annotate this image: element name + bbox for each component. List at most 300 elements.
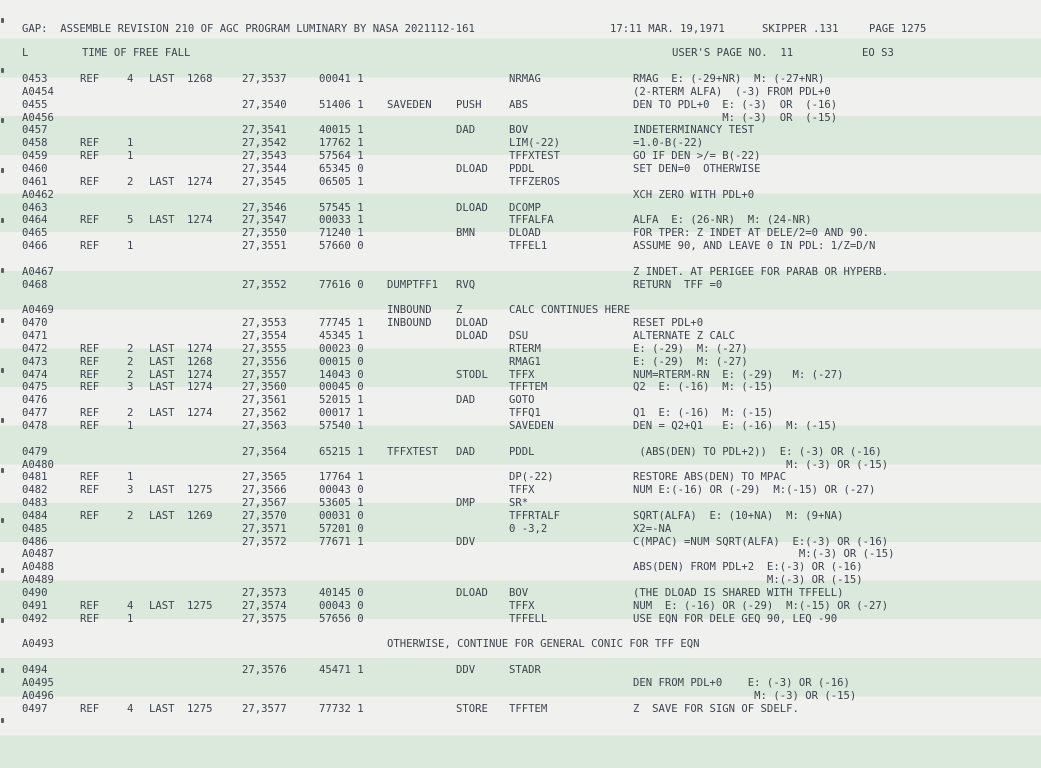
listing-row xyxy=(0,626,1041,639)
listing-row xyxy=(0,497,1041,510)
comment: DEN FROM PDL+0 E: (-3) OR (-16) xyxy=(633,676,850,689)
label: DUMPTFF1 xyxy=(387,278,439,291)
octal-word: 57540 1 xyxy=(319,419,364,432)
comment: (THE DLOAD IS SHARED WITH TFFELL) xyxy=(633,587,844,599)
line-number: 0460 xyxy=(22,162,48,175)
listing-row xyxy=(0,446,1041,459)
octal-word: 71240 1 xyxy=(319,227,364,240)
section-letter: L xyxy=(22,47,29,59)
octal-word: 45471 1 xyxy=(319,664,364,677)
listing-row xyxy=(0,523,1041,536)
ref-keyword: REF xyxy=(80,484,100,497)
ref-count: 2 xyxy=(127,355,134,368)
octal-word: 57201 0 xyxy=(319,522,364,535)
comment: M: (-3) OR (-15) xyxy=(633,111,838,124)
operand: TFFZEROS xyxy=(509,175,561,188)
opcode: DDV xyxy=(456,664,476,677)
ref-count: 1 xyxy=(127,471,134,484)
ref-keyword: REF xyxy=(80,471,100,484)
comment: RETURN TFF =0 xyxy=(633,278,723,291)
comment: E: (-29) M: (-27) xyxy=(633,355,748,368)
last-keyword: LAST xyxy=(149,175,175,188)
listing-row xyxy=(0,677,1041,690)
ref-count: 5 xyxy=(127,214,134,227)
octal-word: 00043 0 xyxy=(319,484,364,497)
octal-word: 40145 0 xyxy=(319,587,364,599)
last-keyword: LAST xyxy=(149,355,175,368)
ref-count: 1 xyxy=(127,137,134,150)
label: TFFXTEST xyxy=(387,445,439,458)
operand: BOV xyxy=(509,587,529,599)
listing-row xyxy=(0,510,1041,523)
opcode: DLOAD xyxy=(456,587,488,599)
address: 27,3577 xyxy=(242,702,287,715)
listing-row xyxy=(0,420,1041,433)
last-keyword: LAST xyxy=(149,599,175,612)
line-number: A0456 xyxy=(22,111,54,124)
address: 27,3537 xyxy=(242,73,287,85)
comment: E: (-29) M: (-27) xyxy=(633,342,748,355)
line-number: 0479 xyxy=(22,445,48,458)
last-page: 1274 xyxy=(187,368,213,381)
octal-word: 00017 1 xyxy=(319,407,364,420)
operand: SR* xyxy=(509,497,529,510)
comment: RESTORE ABS(DEN) TO MPAC xyxy=(633,471,787,484)
operand: RMAG1 xyxy=(509,355,541,368)
ref-count: 1 xyxy=(127,419,134,432)
address: 27,3550 xyxy=(242,227,287,240)
comment: ABS(DEN) FROM PDL+2 E:(-3) OR (-16) xyxy=(633,561,863,574)
line-number: 0453 xyxy=(22,73,48,85)
listing-row xyxy=(0,664,1041,677)
line-number: A0488 xyxy=(22,561,54,574)
listing-row xyxy=(0,214,1041,227)
last-page: 1275 xyxy=(187,599,213,612)
ref-count: 1 xyxy=(127,150,134,163)
address: 27,3572 xyxy=(242,535,287,548)
last-keyword: LAST xyxy=(149,484,175,497)
line-number: 0473 xyxy=(22,355,48,368)
operand: 0 -3,2 xyxy=(509,522,548,535)
ref-count: 2 xyxy=(127,509,134,522)
ref-keyword: REF xyxy=(80,150,100,163)
line-number: 0455 xyxy=(22,98,48,111)
octal-word: 57660 0 xyxy=(319,240,364,253)
octal-word: 00041 1 xyxy=(319,73,364,85)
address: 27,3574 xyxy=(242,599,287,612)
line-number: 0468 xyxy=(22,278,48,291)
comment: Z INDET. AT PERIGEE FOR PARAB OR HYPERB. xyxy=(633,265,889,278)
comment: M:(-3) OR (-15) xyxy=(633,574,863,587)
listing-row xyxy=(0,561,1041,574)
octal-word: 17764 1 xyxy=(319,471,364,484)
listing-row xyxy=(0,587,1041,600)
address: 27,3556 xyxy=(242,355,287,368)
listing-row xyxy=(0,304,1041,317)
page-number: PAGE 1275 xyxy=(869,23,927,35)
last-page: 1275 xyxy=(187,702,213,715)
listing-row xyxy=(0,176,1041,189)
address: 27,3573 xyxy=(242,587,287,599)
ref-keyword: REF xyxy=(80,509,100,522)
octal-word: 77732 1 xyxy=(319,702,364,715)
line-number: 0461 xyxy=(22,175,48,188)
opcode: DAD xyxy=(456,394,476,407)
listing-row xyxy=(0,86,1041,99)
ref-keyword: REF xyxy=(80,342,100,355)
listing-row xyxy=(0,638,1041,651)
opcode: DAD xyxy=(456,124,476,137)
line-number: A0495 xyxy=(22,676,54,689)
ref-count: 2 xyxy=(127,175,134,188)
ref-count: 2 xyxy=(127,368,134,381)
eo-label: EO S3 xyxy=(862,47,894,59)
address: 27,3563 xyxy=(242,419,287,432)
ref-count: 3 xyxy=(127,484,134,497)
comment: M:(-3) OR (-15) xyxy=(633,548,895,561)
last-page: 1268 xyxy=(187,355,213,368)
listing-row xyxy=(0,600,1041,613)
last-keyword: LAST xyxy=(149,368,175,381)
address: 27,3553 xyxy=(242,317,287,330)
line-number: 0494 xyxy=(22,664,48,677)
listing-row xyxy=(0,484,1041,497)
operand: GOTO xyxy=(509,394,535,407)
operand: NRMAG xyxy=(509,73,541,85)
octal-word: 77616 0 xyxy=(319,278,364,291)
octal-word: 00031 0 xyxy=(319,509,364,522)
line-number: 0491 xyxy=(22,599,48,612)
last-page: 1274 xyxy=(187,214,213,227)
ref-keyword: REF xyxy=(80,407,100,420)
operand: TFFALFA xyxy=(509,214,554,227)
line-number: 0457 xyxy=(22,124,48,137)
line-number: 0465 xyxy=(22,227,48,240)
last-page: 1274 xyxy=(187,175,213,188)
listing-row xyxy=(0,317,1041,330)
line-number: 0485 xyxy=(22,522,48,535)
address: 27,3552 xyxy=(242,278,287,291)
line-number: 0458 xyxy=(22,137,48,150)
listing-row xyxy=(0,189,1041,202)
address: 27,3555 xyxy=(242,342,287,355)
line-number: 0486 xyxy=(22,535,48,548)
octal-word: 00033 1 xyxy=(319,214,364,227)
address: 27,3565 xyxy=(242,471,287,484)
line-number: 0472 xyxy=(22,342,48,355)
ref-keyword: REF xyxy=(80,355,100,368)
comment: C(MPAC) =NUM SQRT(ALFA) E:(-3) OR (-16) xyxy=(633,535,889,548)
listing-row xyxy=(0,459,1041,472)
ref-keyword: REF xyxy=(80,175,100,188)
operand: PDDL xyxy=(509,445,535,458)
comment: SET DEN=0 OTHERWISE xyxy=(633,162,761,175)
opcode: RVQ xyxy=(456,278,476,291)
opcode: STORE xyxy=(456,702,488,715)
label: OTHERWISE, CONTINUE FOR GENERAL CONIC FOR TFF EQN xyxy=(387,638,700,651)
octal-word: 06505 1 xyxy=(319,175,364,188)
ref-count: 2 xyxy=(127,407,134,420)
line-number: A0489 xyxy=(22,574,54,587)
listing-row xyxy=(0,381,1041,394)
octal-word: 52015 1 xyxy=(319,394,364,407)
comment: DEN = Q2+Q1 E: (-16) M: (-15) xyxy=(633,419,838,432)
comment: NUM E: (-16) OR (-29) M:(-15) OR (-27) xyxy=(633,599,889,612)
address: 27,3545 xyxy=(242,175,287,188)
tractor-hole xyxy=(1,18,4,23)
comment: NUM E:(-16) OR (-29) M:(-15) OR (-27) xyxy=(633,484,876,497)
listing-row xyxy=(0,703,1041,716)
ref-count: 2 xyxy=(127,342,134,355)
operand: DLOAD xyxy=(509,227,541,240)
line-number: A0480 xyxy=(22,458,54,471)
operand: TFFX xyxy=(509,484,535,497)
comment: FOR TPER: Z INDET AT DELE/2=0 AND 90. xyxy=(633,227,869,240)
users-page-number: USER'S PAGE NO. 11 xyxy=(672,47,794,59)
comment: DEN TO PDL+0 E: (-3) OR (-16) xyxy=(633,98,838,111)
ref-keyword: REF xyxy=(80,381,100,394)
listing-row xyxy=(0,73,1041,86)
octal-word: 00023 0 xyxy=(319,342,364,355)
opcode: DLOAD xyxy=(456,330,488,342)
address: 27,3541 xyxy=(242,124,287,137)
skipper-label: SKIPPER .131 xyxy=(762,23,839,35)
operand: SAVEDEN xyxy=(509,419,554,432)
tractor-hole xyxy=(1,718,4,723)
label: INBOUND xyxy=(387,317,432,330)
address: 27,3561 xyxy=(242,394,287,407)
address: 27,3540 xyxy=(242,98,287,111)
last-keyword: LAST xyxy=(149,381,175,394)
octal-word: 00015 0 xyxy=(319,355,364,368)
comment: XCH ZERO WITH PDL+0 xyxy=(633,188,755,201)
line-number: 0474 xyxy=(22,368,48,381)
address: 27,3566 xyxy=(242,484,287,497)
opcode: DLOAD xyxy=(456,317,488,330)
line-number: 0477 xyxy=(22,407,48,420)
comment: NUM=RTERM-RN E: (-29) M: (-27) xyxy=(633,368,844,381)
opcode: DDV xyxy=(456,535,476,548)
last-page: 1274 xyxy=(187,342,213,355)
operand: TFFRTALF xyxy=(509,509,561,522)
opcode: BMN xyxy=(456,227,476,240)
listing-row xyxy=(0,291,1041,304)
operand: TFFTEM xyxy=(509,702,548,715)
listing-row xyxy=(0,394,1041,407)
opcode: Z xyxy=(456,304,463,317)
last-keyword: LAST xyxy=(149,73,175,85)
ref-count: 1 xyxy=(127,612,134,625)
comment: M: (-3) OR (-15) xyxy=(633,689,857,702)
last-keyword: LAST xyxy=(149,509,175,522)
ref-count: 4 xyxy=(127,702,134,715)
operand: TFFXTEST xyxy=(509,150,561,163)
line-number: 0476 xyxy=(22,394,48,407)
address: 27,3554 xyxy=(242,330,287,342)
octal-word: 57656 0 xyxy=(319,612,364,625)
address: 27,3546 xyxy=(242,201,287,214)
operand: TFFQ1 xyxy=(509,407,541,420)
comment: =1.0-B(-22) xyxy=(633,137,704,150)
comment: USE EQN FOR DELE GEQ 90, LEQ -90 xyxy=(633,612,838,625)
listing-row xyxy=(0,651,1041,664)
address: 27,3564 xyxy=(242,445,287,458)
ref-keyword: REF xyxy=(80,137,100,150)
address: 27,3571 xyxy=(242,522,287,535)
line-number: A0493 xyxy=(22,638,54,651)
line-number: 0464 xyxy=(22,214,48,227)
line-number: 0466 xyxy=(22,240,48,253)
operand: TFFEL1 xyxy=(509,240,548,253)
opcode: PUSH xyxy=(456,98,482,111)
listing-row xyxy=(0,407,1041,420)
comment: SQRT(ALFA) E: (10+NA) M: (9+NA) xyxy=(633,509,844,522)
listing-row xyxy=(0,227,1041,240)
octal-word: 00045 0 xyxy=(319,381,364,394)
listing-row xyxy=(0,433,1041,446)
operand: RTERM xyxy=(509,342,541,355)
comment: (2-RTERM ALFA) (-3) FROM PDL+0 xyxy=(633,85,831,98)
comment: ALFA E: (26-NR) M: (24-NR) xyxy=(633,214,812,227)
listing-row xyxy=(0,356,1041,369)
opcode: DAD xyxy=(456,445,476,458)
ref-count: 4 xyxy=(127,599,134,612)
listing-row xyxy=(0,240,1041,253)
octal-word: 45345 1 xyxy=(319,330,364,342)
octal-word: 57564 1 xyxy=(319,150,364,163)
ref-keyword: REF xyxy=(80,240,100,253)
ref-keyword: REF xyxy=(80,214,100,227)
octal-word: 17762 1 xyxy=(319,137,364,150)
listing-row xyxy=(0,266,1041,279)
comment: ASSUME 90, AND LEAVE 0 IN PDL: 1/Z=D/N xyxy=(633,240,876,253)
octal-word: 65345 0 xyxy=(319,162,364,175)
ref-keyword: REF xyxy=(80,599,100,612)
line-number: A0462 xyxy=(22,188,54,201)
line-number: 0497 xyxy=(22,702,48,715)
address: 27,3575 xyxy=(242,612,287,625)
line-number: 0482 xyxy=(22,484,48,497)
line-number: A0454 xyxy=(22,85,54,98)
octal-word: 57545 1 xyxy=(319,201,364,214)
line-number: A0496 xyxy=(22,689,54,702)
comment: X2=-NA xyxy=(633,522,672,535)
line-number: 0463 xyxy=(22,201,48,214)
listing-row xyxy=(0,343,1041,356)
comment: M: (-3) OR (-15) xyxy=(633,458,889,471)
octal-word: 40015 1 xyxy=(319,124,364,137)
line-number: 0478 xyxy=(22,419,48,432)
address: 27,3562 xyxy=(242,407,287,420)
line-number: 0490 xyxy=(22,587,48,599)
last-page: 1275 xyxy=(187,484,213,497)
section-title: TIME OF FREE FALL xyxy=(82,47,191,59)
operand: DSU xyxy=(509,330,529,342)
last-page: 1274 xyxy=(187,381,213,394)
ref-keyword: REF xyxy=(80,368,100,381)
operand: TFFELL xyxy=(509,612,548,625)
line-number: 0459 xyxy=(22,150,48,163)
octal-word: 00043 0 xyxy=(319,599,364,612)
listing-row xyxy=(0,137,1041,150)
address: 27,3547 xyxy=(242,214,287,227)
ref-keyword: REF xyxy=(80,702,100,715)
address: 27,3543 xyxy=(242,150,287,163)
line-number: 0484 xyxy=(22,509,48,522)
opcode: STODL xyxy=(456,368,488,381)
octal-word: 51406 1 xyxy=(319,98,364,111)
listing-row xyxy=(0,613,1041,626)
operand: LIM(-22) xyxy=(509,137,561,150)
opcode: DLOAD xyxy=(456,201,488,214)
ref-keyword: REF xyxy=(80,419,100,432)
ref-keyword: REF xyxy=(80,73,100,85)
operand: DP(-22) xyxy=(509,471,554,484)
ref-count: 1 xyxy=(127,240,134,253)
ref-keyword: REF xyxy=(80,612,100,625)
ref-count: 4 xyxy=(127,73,134,85)
listing-row xyxy=(0,369,1041,382)
label: SAVEDEN xyxy=(387,98,432,111)
address: 27,3570 xyxy=(242,509,287,522)
listing-row xyxy=(0,253,1041,266)
last-page: 1274 xyxy=(187,407,213,420)
comment: ALTERNATE Z CALC xyxy=(633,330,736,342)
operand: BOV xyxy=(509,124,529,137)
operand: TFFX xyxy=(509,599,535,612)
operand: TFFX xyxy=(509,368,535,381)
address: 27,3542 xyxy=(242,137,287,150)
address: 27,3567 xyxy=(242,497,287,510)
line-number: 0475 xyxy=(22,381,48,394)
opcode: DLOAD xyxy=(456,162,488,175)
line-number: 0470 xyxy=(22,317,48,330)
operand: ABS xyxy=(509,98,529,111)
last-keyword: LAST xyxy=(149,342,175,355)
comment: RESET PDL+0 xyxy=(633,317,704,330)
ref-count: 3 xyxy=(127,381,134,394)
operand: DCOMP xyxy=(509,201,541,214)
octal-word: 77745 1 xyxy=(319,317,364,330)
label: INBOUND xyxy=(387,304,432,317)
listing-row xyxy=(0,202,1041,215)
comment: Z SAVE FOR SIGN OF SDELF. xyxy=(633,702,799,715)
octal-word: 53605 1 xyxy=(319,497,364,510)
listing-row xyxy=(0,99,1041,112)
listing-title: GAP: ASSEMBLE REVISION 210 OF AGC PROGRAM LUMINARY BY NASA 2021112-161 xyxy=(22,23,475,35)
listing-row xyxy=(0,112,1041,125)
octal-word: 77671 1 xyxy=(319,535,364,548)
operand: PDDL xyxy=(509,162,535,175)
address: 27,3576 xyxy=(242,664,287,677)
address: 27,3544 xyxy=(242,162,287,175)
address: 27,3551 xyxy=(242,240,287,253)
line-number: A0469 xyxy=(22,304,54,317)
comment: Q1 E: (-16) M: (-15) xyxy=(633,407,774,420)
opcode: DMP xyxy=(456,497,476,510)
line-number: A0487 xyxy=(22,548,54,561)
line-number: A0467 xyxy=(22,265,54,278)
comment: (ABS(DEN) TO PDL+2)) E: (-3) OR (-16) xyxy=(633,445,882,458)
operand: STADR xyxy=(509,664,541,677)
comment: Q2 E: (-16) M: (-15) xyxy=(633,381,774,394)
last-page: 1269 xyxy=(187,509,213,522)
address: 27,3560 xyxy=(242,381,287,394)
listing-row xyxy=(0,471,1041,484)
listing-row xyxy=(0,536,1041,549)
line-number: 0483 xyxy=(22,497,48,510)
listing-row xyxy=(0,548,1041,561)
